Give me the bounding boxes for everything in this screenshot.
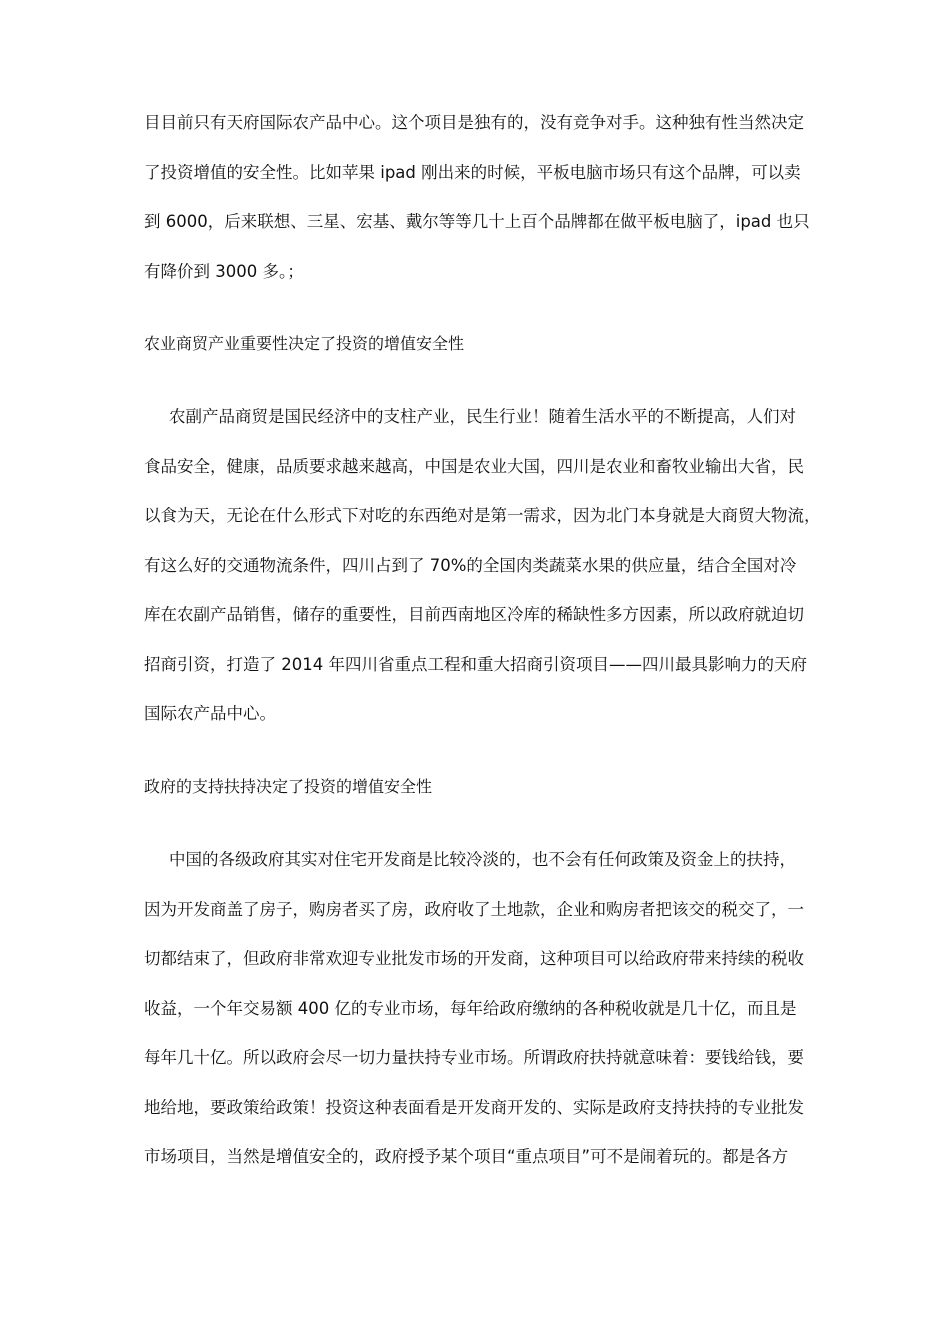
text-line: 招商引资，打造了 2014 年四川省重点工程和重大招商引资项目——四川最具影响力的天府 — [144, 654, 807, 674]
text-line: 到 6000，后来联想、三星、宏基、戴尔等等几十上百个品牌都在做平板电脑了，ipad 也只 — [144, 212, 810, 231]
paragraph-government-support — [144, 835, 824, 1182]
section-heading-government-support: 政府的支持扶持决定了投资的增值安全性 — [144, 777, 433, 796]
paragraph-agriculture-trade — [144, 392, 824, 739]
text-line: 中国的各级政府其实对住宅开发商是比较冷淡的，也不会有任何政策及资金上的扶持， — [169, 850, 796, 869]
paragraph-ipad-comparison — [144, 98, 824, 296]
text-line: 地给地，要政策给政策！投资这种表面看是开发商开发的、实际是政府支持扶持的专业批发 — [144, 1097, 804, 1117]
section-heading-agriculture: 农业商贸产业重要性决定了投资的增值安全性 — [144, 334, 465, 353]
text-line: 每年几十亿。所以政府会尽一切力量扶持专业市场。所谓政府扶持就意味着：要钱给钱，要 — [144, 1048, 804, 1067]
text-line: 农副产品商贸是国民经济中的支柱产业，民生行业！随着生活水平的不断提高，人们对 — [169, 407, 796, 426]
text-line: 有这么好的交通物流条件，四川占到了 70%的全国肉类蔬菜水果的供应量，结合全国对冷 — [144, 555, 797, 575]
text-line: 收益，一个年交易额 400 亿的专业市场，每年给政府缴纳的各种税收就是几十亿，而且是 — [144, 998, 797, 1018]
text-line: 库在农副产品销售，储存的重要性，目前西南地区冷库的稀缺性多方因素，所以政府就迫切 — [144, 605, 804, 624]
text-line: 了投资增值的安全性。比如苹果 ipad 刚出来的时候，平板电脑市场只有这个品牌，可以卖 — [144, 162, 801, 182]
text-line: 切都结束了，但政府非常欢迎专业批发市场的开发商，这种项目可以给政府带来持续的税收 — [144, 949, 804, 968]
text-line: 食品安全，健康，品质要求越来越高，中国是农业大国，四川是农业和畜牧业输出大省，民 — [144, 456, 804, 476]
text-line: 因为开发商盖了房子，购房者买了房，政府收了土地款，企业和购房者把该交的税交了，一 — [144, 899, 804, 919]
text-line: 有降价到 3000 多。； — [144, 261, 304, 281]
text-line: 以食为天，无论在什么形式下对吃的东西绝对是第一需求，因为北门本身就是大商贸大物流， — [144, 506, 821, 525]
text-line: 国际农产品中心。 — [144, 704, 276, 723]
text-line: 市场项目，当然是增值安全的，政府授予某个项目“重点项目”可不是闹着玩的。都是各方 — [144, 1147, 789, 1166]
text-line: 目目前只有天府国际农产品中心。这个项目是独有的，没有竞争对手。这种独有性当然决定 — [144, 113, 804, 132]
